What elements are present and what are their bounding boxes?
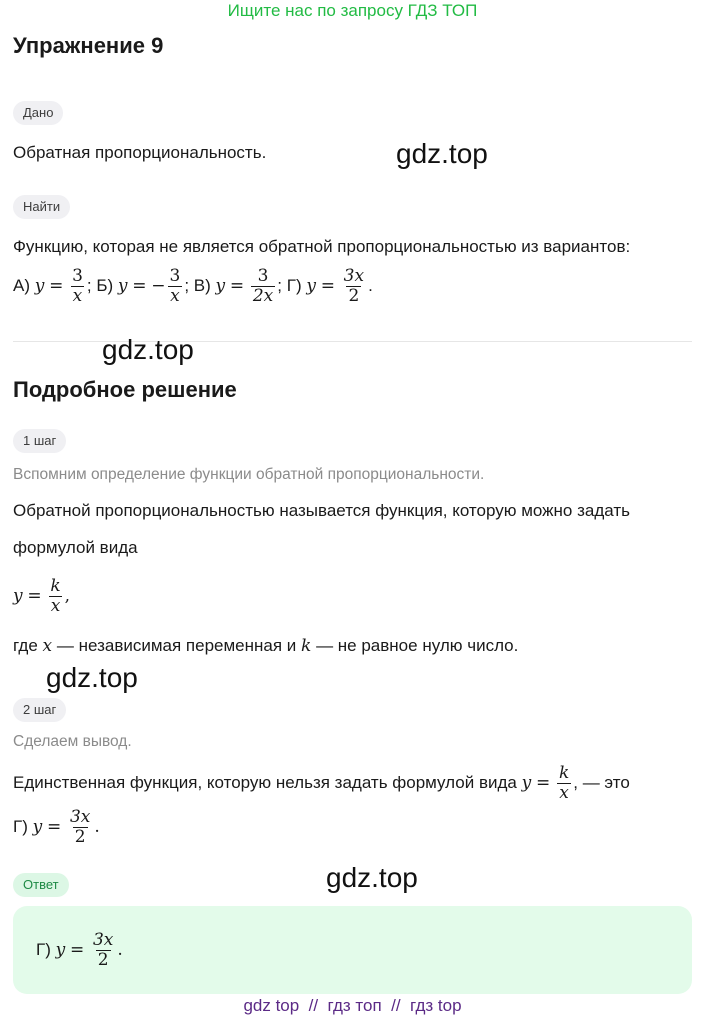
var-y: y bbox=[306, 276, 316, 296]
var-y: y bbox=[521, 773, 532, 793]
options-line bbox=[13, 262, 373, 310]
equals: = bbox=[27, 586, 42, 606]
denominator: x bbox=[170, 285, 180, 306]
option-label: Г) bbox=[286, 276, 302, 295]
separator: ; bbox=[277, 276, 282, 295]
option-d bbox=[282, 267, 373, 306]
denominator: 2 bbox=[74, 826, 86, 847]
step-2-hint: Сделаем вывод. bbox=[13, 733, 132, 750]
var-y: y bbox=[55, 940, 66, 960]
denominator: 2 bbox=[348, 285, 360, 306]
numerator: 3 bbox=[72, 265, 83, 286]
option-label: Г) bbox=[36, 940, 51, 959]
step-1-line-2: формулой вида bbox=[13, 538, 138, 557]
numerator: 3x bbox=[92, 929, 114, 950]
sign: − bbox=[151, 276, 166, 296]
option-label: Г) bbox=[13, 817, 28, 836]
numerator: 3 bbox=[257, 265, 269, 286]
separator: ; bbox=[86, 276, 92, 295]
option-label: Б) bbox=[96, 276, 114, 295]
comma: , bbox=[64, 586, 71, 606]
numerator: 3x bbox=[69, 806, 91, 827]
option-label: В) bbox=[193, 276, 211, 295]
separator: . bbox=[368, 276, 373, 295]
fraction bbox=[91, 931, 115, 970]
where-prefix: где bbox=[13, 636, 38, 655]
footer-links: gdz top // гдз топ // гдз top bbox=[243, 996, 462, 1015]
search-banner: Ищите нас по запросу ГДЗ ТОП bbox=[227, 1, 478, 20]
equals: = bbox=[49, 276, 64, 296]
period: . bbox=[117, 940, 123, 960]
option-label: А) bbox=[13, 276, 30, 295]
equals: = bbox=[46, 817, 62, 837]
answer-formula bbox=[36, 924, 123, 976]
denominator: 2 bbox=[97, 949, 109, 970]
definition-formula bbox=[13, 570, 70, 622]
var-y: y bbox=[215, 276, 226, 296]
var-y: y bbox=[34, 276, 45, 296]
answer-box bbox=[13, 906, 692, 994]
given-text: Обратная пропорциональность. bbox=[13, 143, 267, 162]
find-text: Функцию, которая не является обратной пропорциональностью из вариантов: bbox=[13, 237, 631, 256]
option-c bbox=[189, 267, 282, 306]
option-a bbox=[13, 267, 92, 306]
step-1-badge: 1 шаг bbox=[13, 429, 66, 453]
step-2-text-end: , — это bbox=[573, 773, 630, 792]
denominator: x bbox=[72, 285, 83, 306]
equals: = bbox=[320, 276, 335, 296]
fraction bbox=[68, 808, 92, 847]
equals: = bbox=[229, 276, 245, 296]
find-badge: Найти bbox=[13, 195, 70, 219]
equals: = bbox=[69, 940, 85, 960]
step-2-badge: 2 шаг bbox=[13, 698, 66, 722]
where-mid: — независимая переменная и bbox=[56, 636, 297, 655]
fraction bbox=[557, 764, 571, 803]
fraction bbox=[251, 267, 275, 306]
var-y: y bbox=[32, 817, 43, 837]
equals: = bbox=[132, 276, 147, 296]
step-1-where bbox=[13, 636, 518, 656]
fraction bbox=[70, 267, 85, 306]
given-badge: Дано bbox=[13, 101, 63, 125]
var-y: y bbox=[13, 586, 23, 606]
equals: = bbox=[535, 773, 551, 793]
watermark: gdz.top bbox=[46, 662, 138, 693]
denominator: x bbox=[50, 595, 61, 616]
step-2-line-2 bbox=[13, 801, 100, 853]
answer-badge: Ответ bbox=[13, 873, 69, 897]
numerator: 3x bbox=[343, 265, 365, 286]
fraction bbox=[342, 267, 366, 306]
denominator: x bbox=[559, 782, 569, 803]
numerator: k bbox=[558, 762, 570, 783]
fraction bbox=[48, 577, 62, 616]
step-2-line-1 bbox=[13, 757, 630, 809]
var-y: y bbox=[117, 276, 128, 296]
denominator: 2x bbox=[252, 285, 274, 306]
var-x: x bbox=[42, 636, 53, 656]
fraction bbox=[168, 267, 183, 306]
step-1-line-1: Обратной пропорциональностью называется функция, которую можно задать bbox=[13, 501, 630, 520]
var-k: k bbox=[301, 636, 312, 656]
numerator: 3 bbox=[169, 265, 181, 286]
period: . bbox=[94, 817, 100, 837]
where-suffix: — не равное нулю число. bbox=[316, 636, 519, 655]
watermark: gdz.top bbox=[326, 862, 418, 893]
step-1-hint: Вспомним определение функции обратной пропорциональности. bbox=[13, 466, 485, 483]
page-title: Упражнение 9 bbox=[13, 33, 164, 58]
watermark: gdz.top bbox=[102, 334, 194, 365]
step-2-text: Единственная функция, которую нельзя задать формулой вида bbox=[13, 773, 517, 792]
watermark: gdz.top bbox=[396, 138, 488, 169]
option-b bbox=[92, 267, 189, 306]
solution-title: Подробное решение bbox=[13, 377, 237, 402]
separator: ; bbox=[184, 276, 190, 295]
numerator: k bbox=[50, 575, 61, 596]
